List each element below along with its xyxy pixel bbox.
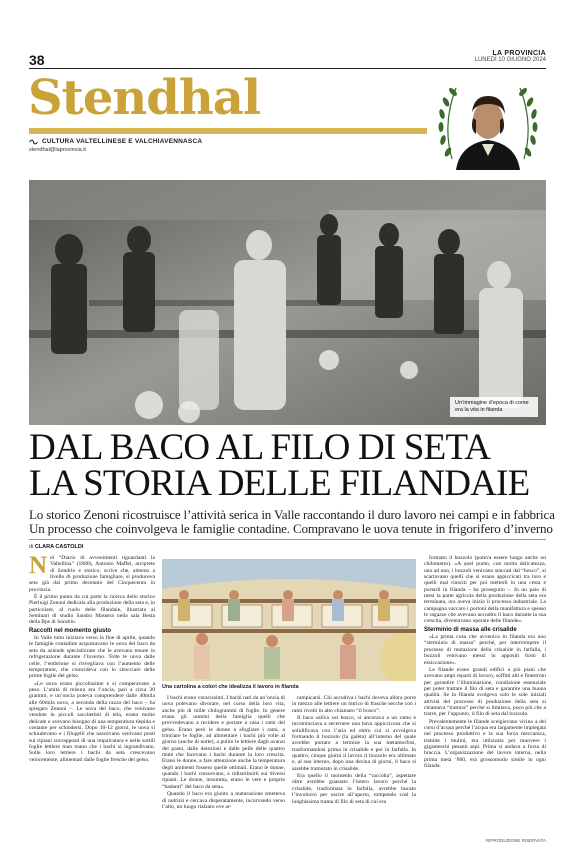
paragraph: I bachi erano voracissimi. I bachi nati da un’oncia di uova potevano divorare, nel corso della loro vita, anche più di mille chilogrammi di foglie. In genere erano gli uomini della famiglia quelli che provvedevano a recidere e portare a casa i rami del gelso. Erano però le donne a sfogliare i rami, a trinciare le foglie, ad alimentare i bachi più volte al giorno (anche di notte), a pulire le lettiere dagli avanzi del pasto, dalle deiezioni e dalle pelle delle quattro mute che facevano i bachi durante la loro crescita. Erano le donne, a fare attenzione anche la temperatura degli ambienti fossero quelle ottimali. Erano le donne, quando i bachi crescevano, a ridistribuirli sui diversi ripiani. Le donne, insomma, erano le vere e proprie “badanti” del baco da seta». [162,695,285,790]
section-subheader [29,138,202,153]
top-rule [29,68,546,69]
paragraph: Il baco saliva sul bosco, si ancorava a un ramo e incominciava a secernere una bava appiccicosa che si solidificava con l’aria ed entro cui si avvolgeva formando il bozzolo (la galèta) all’interno del quale avrebbe portato a termine la sua metamorfosi, trasformandosi prima in crisalide e poi in farfalla. In quattro, cinque giorni il lavoro il bozzolo era ultimato e, al suo interno, dopo una decina di giorni, il baco si sarebbe tramutato in crisalide. [292,715,416,772]
deck [29,507,555,536]
portrait-icon [430,74,546,170]
paragraph: In Valle tutto iniziava verso la fine di aprile, quando le famiglie contadine acquistavano le uova del baco da seta da aziende specializzate che le avevano tenute in refrigerazione durante l’inverno. Tolte le uova dalle celle, l’embrione si risvegliava con l’aumento delle temperature, che coincideva con lo sbocciare delle prime foglie del gelso. [29,635,155,680]
paragraph: Le filande erano grandi edifici a più piani che avevano ampi reparti di lavoro, soffitti alti e finestroni per garantire l’illuminazione, condizione essenziale per poter trattare il filo di seta e garantire una buona qualità. Se la filanda svolgeva solo le sole iniziali attività del processo di produzione della seta si chiamava “trattura” perché si limitava, poco più che a trarre, per l’appunto, il filo di seta dal bozzolo. [424,666,546,718]
deck-line-1: Lo storico Zenoni ricostruisce l’attività serica in Valle raccontando il duro lavoro nei campi e in fabbrica [29,507,555,522]
headline-line-2: LA STORIA DELLE FILANDAIE [29,463,530,504]
deck-rule [29,539,546,540]
byline-author: CLARA CASTOLDI [34,544,84,550]
filanda-photo-illustration [29,180,546,425]
subheading: Sterminio di massa alle crisalide [424,626,517,633]
deck-line-2: Un processo che coinvolgeva le famiglie contadine. Compravano le uova tenute in frigorifero d’inverno [29,521,553,536]
paragraph: È il primo punto da cui parte la ricerca dello storico Pierluigi Zenoni dedicata alla produzione della seta e, in particolare, al ruolo delle filandaie, illustrata ai Seminari di studio Sandro Massera nella sala Besta della Bps di Sondrio. [29,594,155,626]
paragraph: formato il bozzolo (poteva essere lungo anche un chilometro). «A quel punto, con molta delicatezza, uno ad uno, i bozzoli venivano staccati dal “bosco”, si scartavano quelli che si erano appiccicati tra loro e quelli mal riusciti per poi metterli in una cesta e portarli in filanda – ha proseguito –. In un paio di mesi la parte agricola della produzione della seta era terminata, ora aveva inizio il processo industriale. La campagna vaccaro i portoni della manifattura e spesso le ragazze che avevano accudito il baco durante la sua crescita, diventavano operaie delle filande». [424,555,546,625]
section-kicker-text: CULTURA VALTELLINESE E VALCHIAVENNASCA [42,138,203,145]
paragraph: «La prima cosa che avveniva in filanda era uno “sterminio di massa” perché, per interrompere il processo di mutazione della crisalide in farfalla, i bozzoli venivano messi in appositi forni di essiccazione». [424,634,546,666]
byline-prefix: di [29,544,34,550]
headline [29,427,546,504]
subheading: Raccolti nel momento giusto [29,627,112,634]
page-number: 38 [29,52,45,68]
swirl-icon [29,139,38,145]
section-email[interactable]: stendhal@laprovincia.it [29,147,86,153]
filanda-postcard-illustration [162,559,416,681]
article-column-3 [292,695,416,835]
dropcap: N [29,555,48,579]
paragraph: Prevalentemente le filande scelgievano vicino a dei corsi d’acqua perché l’acqua era largamente impiegata nel processo produttivo e la sua forza meccanica, tramite i mulini, era utilizzata per muovere i giganteschi pesanti aspi. Prima si andava a forza di braccia. L’organizzazione del lavoro interna, nella prima metà ’800, era grossomodo simile in ogni filanda. [424,718,546,769]
paragraph: «Le uova erano piccolissime e si comperavano a peso. L’unità di misura era l’oncia, pari a circa 30 grammi, e un’oncia poteva comprendere dalle 40mila alle 60mila uova, a seconda della razza del baco – ha spiegato Zenoni –. Le uova del baco, che venivano vendute in piccoli sacchettini di tela, erano molto delicate e avevano bisogno di una temperatura tiepida e costante per schiudersi. Dopo 10-12 giorni, le uova si schiudevano e i filugelli che nascevano venivano posti sui ripiani sovrapposti di una impalcatura e nelle sottili foglie lettiere man mano che i bachi si ingrandivano. Sulle loro lettiere i bachi da seta crescevano velocemente, alimentati dalle foglie fresche del gelso. [29,680,155,763]
article-column-2 [162,695,285,835]
article-column-1 [29,555,155,835]
article-column-4 [424,555,546,835]
lead-paragraph [29,555,155,593]
publication-date: LUNEDÌ 10 GIUGNO 2024 [474,57,546,63]
main-photo [29,180,546,425]
section-title: Stendhal [28,70,261,126]
publication-name: LA PROVINCIA [492,50,546,57]
byline [29,544,83,550]
section-kicker [29,138,202,145]
copyright-credit: RIPRODUZIONE RISERVATA [485,838,546,843]
painting-image [162,559,416,681]
paragraph: Quando il baco era giunto a maturazione smetteva di nutrirsi e cercava disperatamente, incurvando verso l’alto, un luogo rialzato ove ar- [162,791,285,810]
painting-caption: Una cartolina a colori che idealizza il lavoro in filanda [162,684,299,690]
headline-line-1: DAL BACO AL FILO DI SETA [29,427,491,468]
photo-caption: Un’immagine d’epoca di come era la vita in filanda [450,397,538,417]
paragraph: rampicarsi. Chi accudiva i bachi doveva allora porre in mezzo alle lettiere un intrico di frasche secche con i rami rivolti in alto chiamato “il bosco”. [292,695,416,714]
paragraph: Era quello il momento della “raccolta”, aspettare oltre avrebbe guastato l’intero lavoro perché la crisalide, trasformata in farfalla, avrebbe bucato l’involucro per uscire all’aperto, rompendo così la lunghissima trama di filo di seta di cui era [292,773,416,805]
section-gold-bar [29,128,427,134]
publication-header [475,50,546,63]
lead-text: el “Diario di avvenimenti riguardanti la Valtellina” (1880), Antonio Maffei, arciprete di Sondrio e storico, scrive che, almeno a livello di produzione famigliare, si produceva seta già dal primo decennio del Cinquecento in provincia. [29,555,155,593]
